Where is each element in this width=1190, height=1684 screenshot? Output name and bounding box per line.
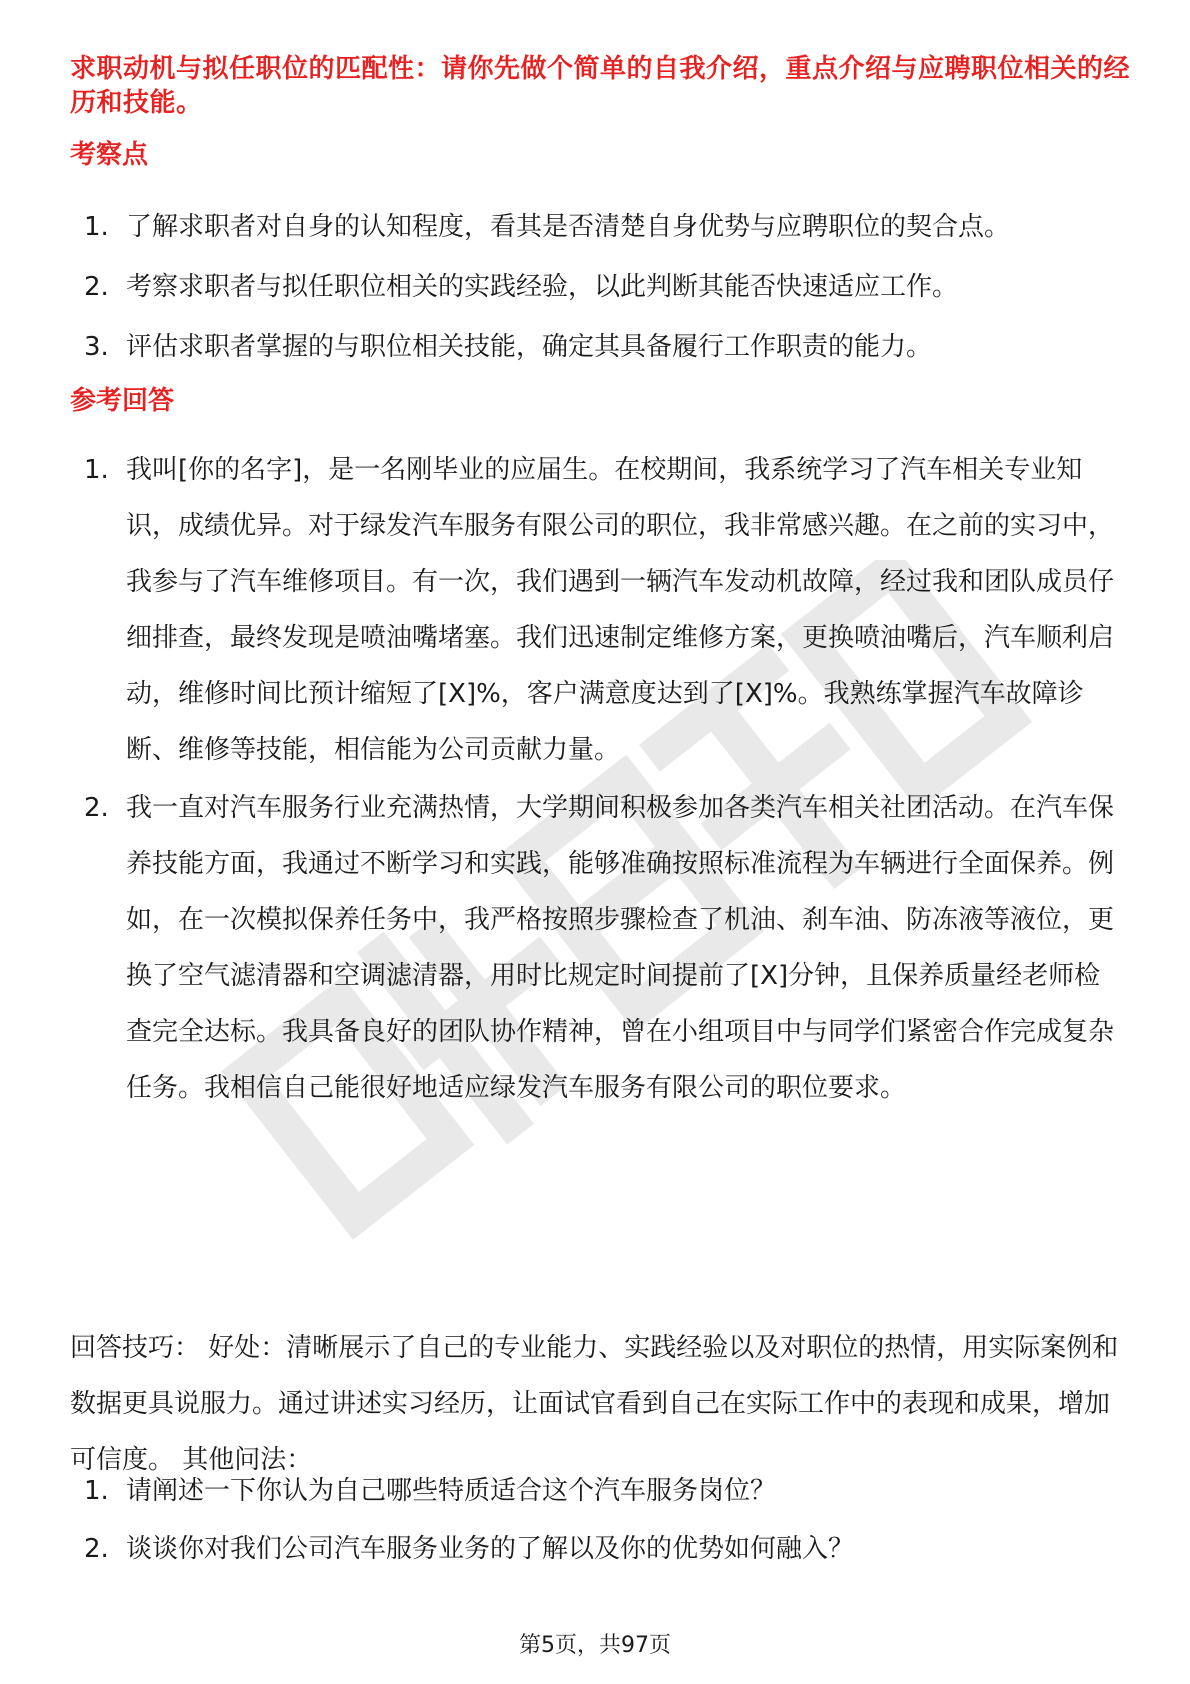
list-number: 3. <box>84 332 109 362</box>
question-heading: 求职动机与拟任职位的匹配性：请你先做个简单的自我介绍，重点介绍与应聘职位相关的经历和技能。 <box>70 54 1131 118</box>
list-number: 1. <box>84 1476 109 1506</box>
list-text: 我叫[你的名字]，是一名刚毕业的应届生。在校期间，我系统学习了汽车相关专业知识，成绩优异。对于绿发汽车服务有限公司的职位，我非常感兴趣。在之前的实习中，我参与了汽车维修项目。有一次，我们遇到一辆汽车发动机故障，经过我和团队成员仔细排查，最终发现是喷油嘴堵塞。我们迅速制定维修方案，更换喷油嘴后，汽车顺利启动，维修时间比预计缩短了[X]%，客户满意度达到了[X]%。我熟练掌握汽车故障诊断、维修等技能，相信能为公司贡献力量。 <box>126 455 1115 765</box>
answer-tips-paragraph: 回答技巧： 好处：清晰展示了自己的专业能力、实践经验以及对职位的热情，用实际案例和数据更具说服力。通过讲述实习经历，让面试官看到自己在实际工作中的表现和成果，增加可信度。 其他问法： <box>70 1333 1119 1475</box>
list-item <box>0 1530 1190 1568</box>
list-item <box>0 1472 1190 1510</box>
list-item <box>0 328 1190 366</box>
list-item <box>0 268 1190 306</box>
list-number: 2. <box>84 793 109 823</box>
list-number: 1. <box>84 212 109 242</box>
list-text: 评估求职者掌握的与职位相关技能，确定其具备履行工作职责的能力。 <box>126 332 933 362</box>
list-item <box>0 208 1190 246</box>
list-number: 2. <box>84 272 109 302</box>
list-number: 2. <box>84 1534 109 1564</box>
list-item <box>0 780 1190 1116</box>
list-item <box>0 442 1190 778</box>
answers-list <box>0 442 1190 1118</box>
list-text: 请阐述一下你认为自己哪些特质适合这个汽车服务岗位？ <box>126 1476 777 1506</box>
list-number: 1. <box>84 455 109 485</box>
list-text: 了解求职者对自身的认知程度，看其是否清楚自身优势与应聘职位的契合点。 <box>126 212 1011 242</box>
list-text: 考察求职者与拟任职位相关的实践经验，以此判断其能否快速适应工作。 <box>126 272 959 302</box>
page-footer: 第5页，共97页 <box>519 1633 671 1658</box>
points-section-title: 考察点 <box>70 140 149 170</box>
other-questions-list <box>0 1472 1190 1588</box>
answers-section-title: 参考回答 <box>70 386 175 416</box>
list-text: 谈谈你对我们公司汽车服务业务的了解以及你的优势如何融入？ <box>126 1534 855 1564</box>
points-list <box>0 208 1190 388</box>
list-text: 我一直对汽车服务行业充满热情，大学期间积极参加各类汽车相关社团活动。在汽车保养技能方面，我通过不断学习和实践，能够准确按照标准流程为车辆进行全面保养。例如，在一次模拟保养任务中，我严格按照步骤检查了机油、刹车油、防冻液等液位，更换了空气滤清器和空调滤清器，用时比规定时间提前了[X]分钟，且保养质量经老师检查完全达标。我具备良好的团队协作精神，曾在小组项目中与同学们紧密合作完成复杂任务。我相信自己能很好地适应绿发汽车服务有限公司的职位要求。 <box>126 793 1115 1103</box>
